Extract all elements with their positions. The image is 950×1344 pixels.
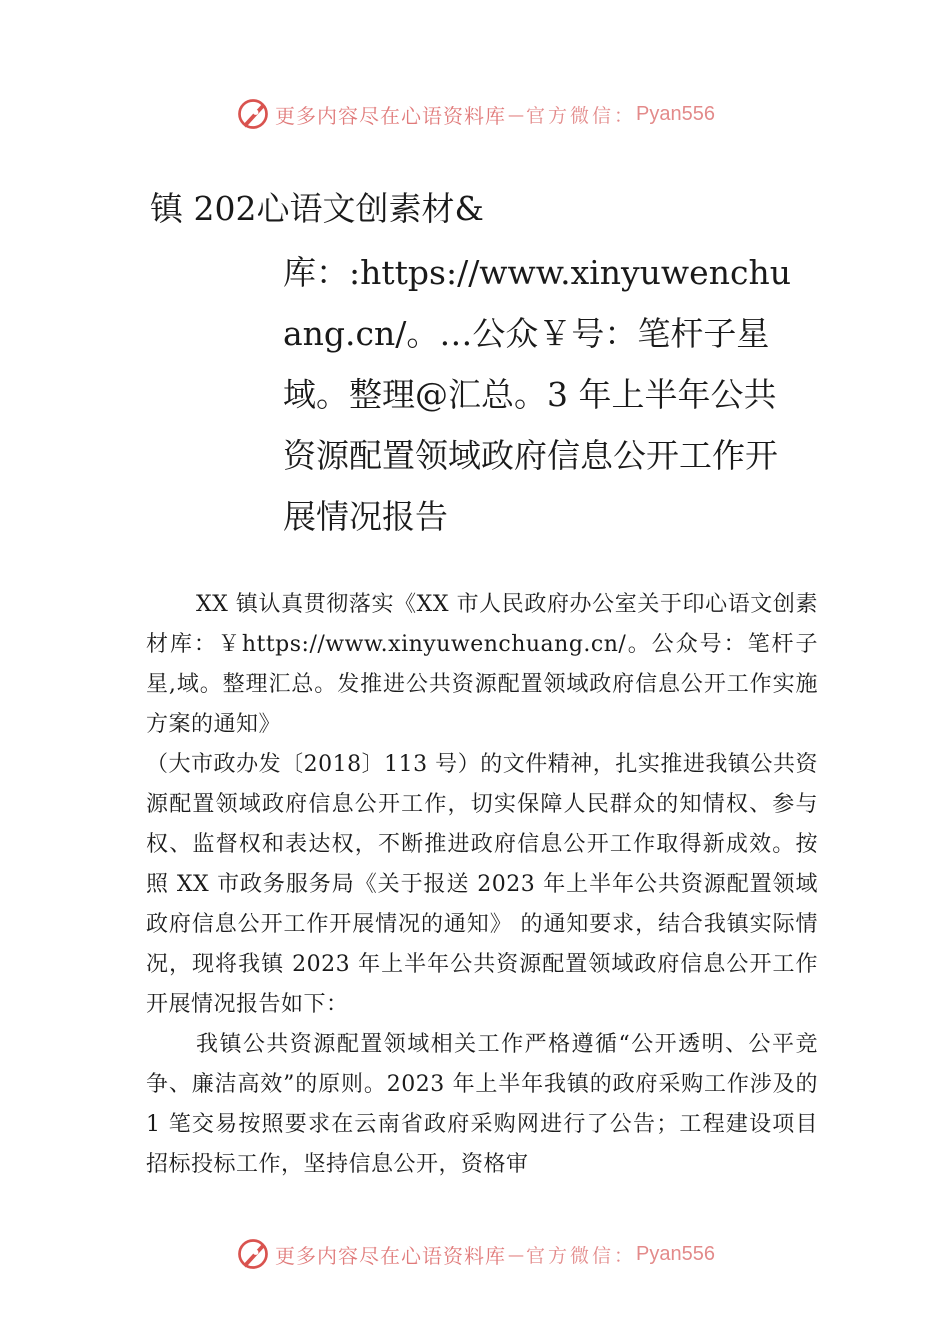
- footer-banner: [0, 1232, 950, 1276]
- banner-wechat-id: Pyan556: [636, 102, 715, 125]
- document-body: [146, 585, 818, 1185]
- banner-separator: —: [508, 1244, 524, 1264]
- banner-wechat-label: 官方微信：: [526, 104, 637, 127]
- banner-wechat-id: Pyan556: [636, 1242, 715, 1265]
- banner-separator: —: [508, 104, 524, 124]
- banner-text: 更多内容尽在心语资料库: [275, 1243, 506, 1268]
- title-first-line: 镇 202心语文创素材&: [150, 189, 484, 228]
- body-paragraph-2: （大市政办发〔2018〕113 号）的文件精神，扎实推进我镇公共资源配置领域政府信息公开工作，切实保障人民群众的知情权、参与权、监督权和表达权，不断推进政府信息公开工作取得新成效。按照 XX 市政务服务局《关于报送 2023 年上半年公共资源配置领域政府信息公开工作开展情况的通知》 的通知要求，结合我镇实际情况，现将我镇 2023 年上半年公共资源配置领域政府信息公开工作开展情况报告如下：: [146, 752, 818, 1017]
- title-continued: 库：:https://www.xinyuwenchuang.cn/。…公众￥号：笔杆子星域。整理@汇总。3 年上半年公共资源配置领域政府信息公开工作开展情况报告: [283, 253, 791, 536]
- banner-wechat-label: 官方微信：: [526, 1244, 637, 1267]
- pen-logo-icon: [235, 1236, 271, 1272]
- body-paragraph-1: XX 镇认真贯彻落实《XX 市人民政府办公室关于印心语文创素材库：￥https://www.xinyuwenchuang.cn/。公众号：笔杆子星,域。整理汇总。发推进公共资源配置领域政府信息公开工作实施方案的通知》: [146, 592, 818, 737]
- body-paragraph-3: 我镇公共资源配置领域相关工作严格遵循“公开透明、公平竞争、廉洁高效”的原则。2023 年上半年我镇的政府采购工作涉及的 1 笔交易按照要求在云南省政府采购网进行了公告；工程建设项目招标投标工作，坚持信息公开，资格审: [146, 1032, 818, 1177]
- document-title: [150, 180, 810, 547]
- banner-text: 更多内容尽在心语资料库: [275, 103, 506, 128]
- pen-logo-icon: [235, 96, 271, 132]
- header-banner: [0, 92, 950, 136]
